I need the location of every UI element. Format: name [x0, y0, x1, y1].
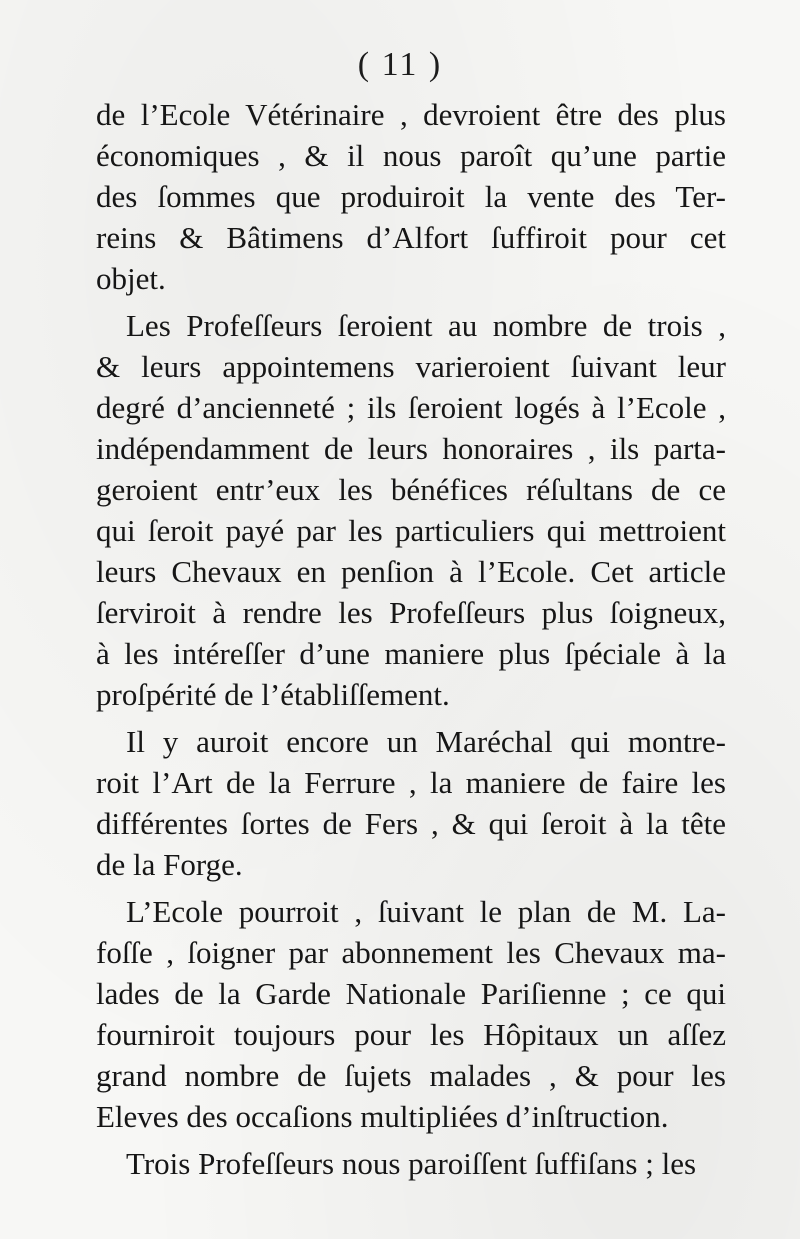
text-line: objet.: [96, 261, 166, 296]
text-line: grand nombre de ſujets malades , & pour les: [96, 1058, 726, 1093]
text-line: ſerviroit à rendre les Profeſſeurs plus ſoigneux,: [96, 595, 726, 630]
paragraph: [96, 1143, 726, 1184]
text-line: des ſommes que produiroit la vente des Ter-: [96, 179, 726, 214]
text-line: foſſe , ſoigner par abonnement les Chevaux ma-: [96, 935, 726, 970]
text-line: roit l’Art de la Ferrure , la maniere de faire les: [96, 765, 726, 800]
text-line: geroient entr’eux les bénéfices réſultans de ce: [96, 472, 726, 507]
text-line: Trois Profeſſeurs nous paroiſſent ſuffiſans ; les: [126, 1146, 697, 1181]
paragraph: [96, 94, 726, 299]
page-number: ( 11 ): [357, 46, 443, 83]
text-line: économiques , & il nous paroît qu’une partie: [96, 138, 726, 173]
text-line: L’Ecole pourroit , ſuivant le plan de M. La-: [126, 894, 726, 929]
paragraph: [96, 305, 726, 715]
text-line: degré d’ancienneté ; ils ſeroient logés à l’Ecole ,: [96, 390, 726, 425]
text-line: lades de la Garde Nationale Pariſienne ; ce qui: [96, 976, 726, 1011]
paragraph: [96, 891, 726, 1137]
body-text: [96, 94, 726, 1184]
text-line: reins & Bâtimens d’Alfort ſuffiroit pour cet: [96, 220, 726, 255]
text-line: à les intéreſſer d’une maniere plus ſpéciale à la: [96, 636, 726, 671]
paragraph: [96, 721, 726, 885]
text-line: de l’Ecole Vétérinaire , devroient être des plus: [96, 97, 726, 132]
text-line: de la Forge.: [96, 847, 243, 882]
text-line: qui ſeroit payé par les particuliers qui mettroient: [96, 513, 726, 548]
text-line: leurs Chevaux en penſion à l’Ecole. Cet article: [96, 554, 726, 589]
text-line: & leurs appointemens varieroient ſuivant leur: [96, 349, 726, 384]
text-line: Eleves des occaſions multipliées d’inſtruction.: [96, 1099, 669, 1134]
text-line: différentes ſortes de Fers , & qui ſeroit à la tête: [96, 806, 726, 841]
text-line: fourniroit toujours pour les Hôpitaux un aſſez: [96, 1017, 726, 1052]
text-line: Les Profeſſeurs ſeroient au nombre de trois ,: [126, 308, 726, 343]
text-line: Il y auroit encore un Maréchal qui montre-: [126, 724, 726, 759]
text-line: proſpérité de l’établiſſement.: [96, 677, 450, 712]
text-line: indépendamment de leurs honoraires , ils parta-: [96, 431, 726, 466]
